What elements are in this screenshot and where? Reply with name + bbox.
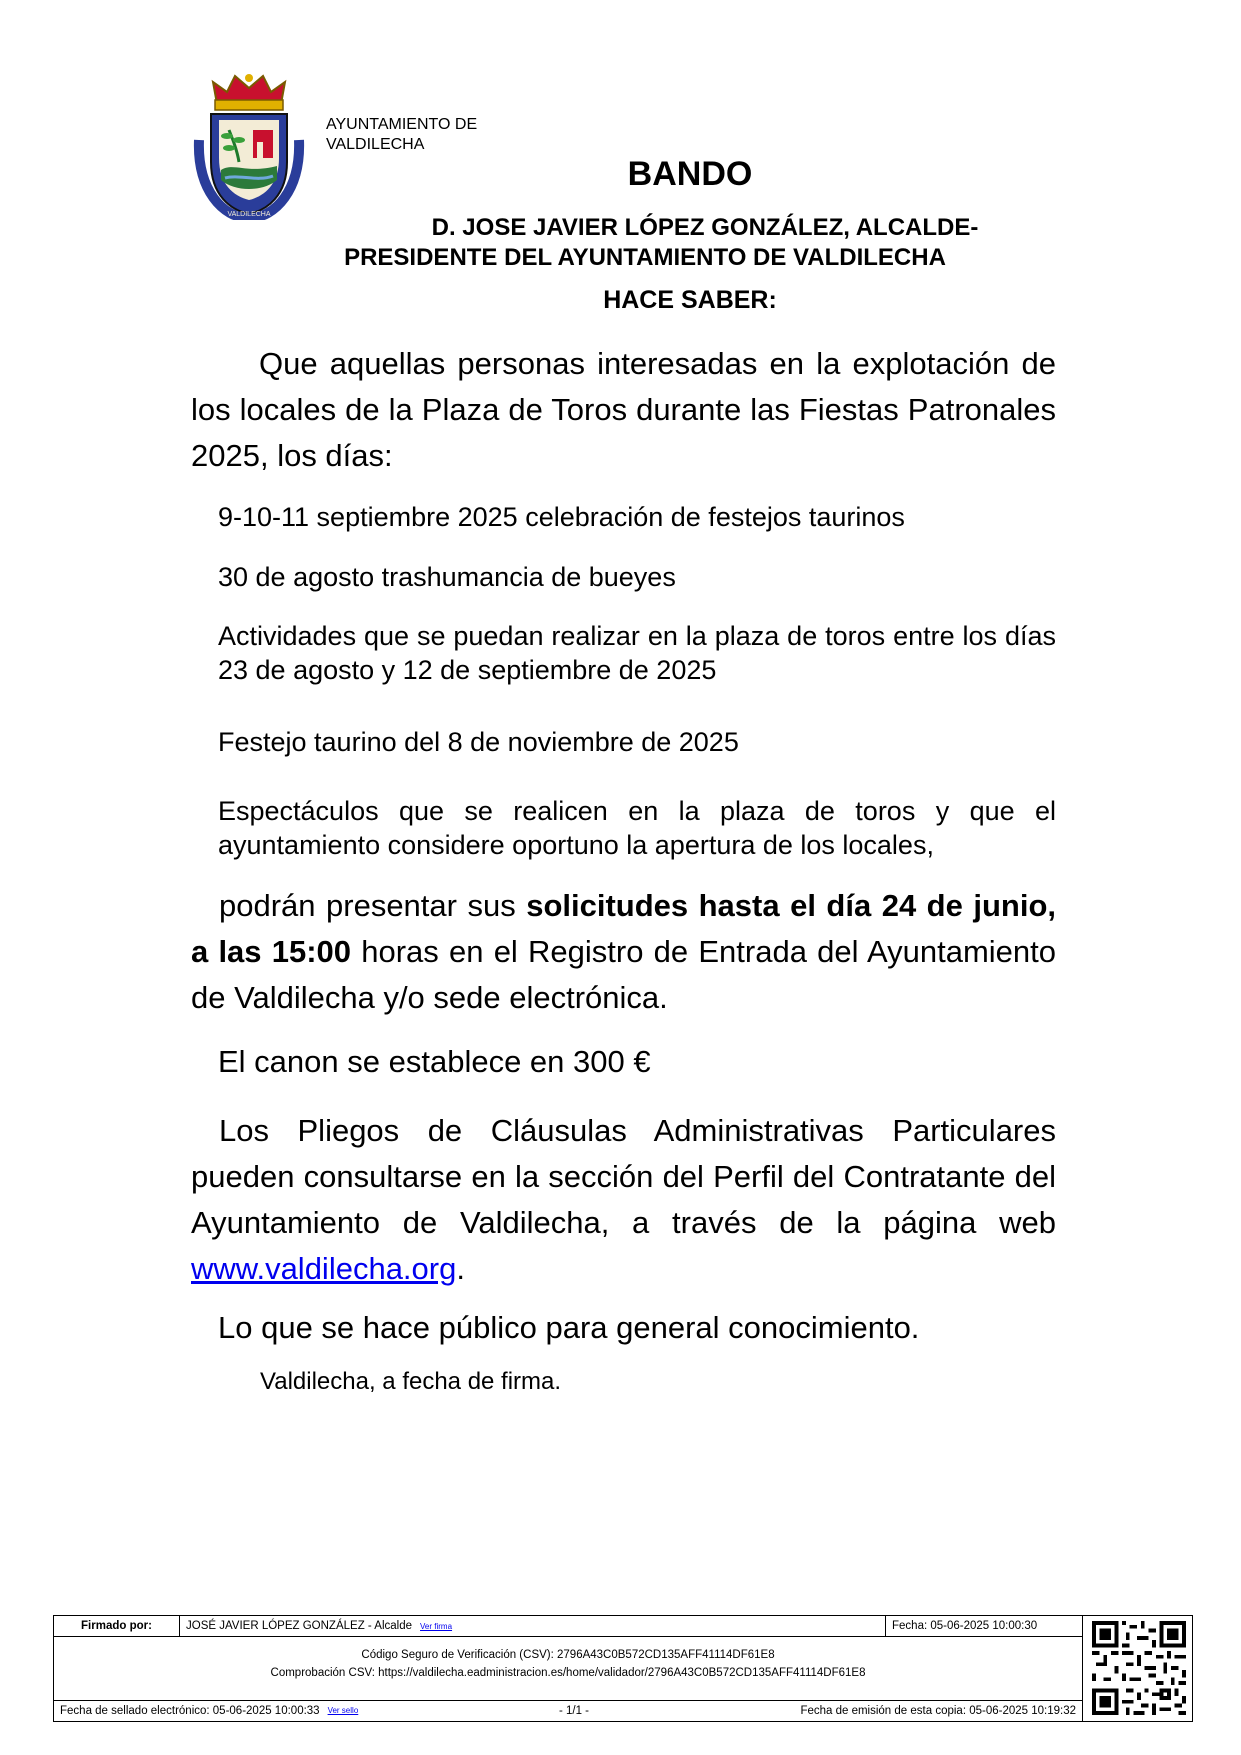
heading-line-1: D. JOSE JAVIER LÓPEZ GONZÁLEZ, ALCALDE- [431, 214, 979, 241]
csv-row [54, 1636, 1082, 1701]
csv-code: Código Seguro de Verificación (CSV): 2796A43C0B572CD135AFF41114DF61E8 [361, 1649, 775, 1661]
hace-saber-heading: HACE SABER: [603, 286, 777, 314]
list-item: 9-10-11 septiembre 2025 celebración de festejos taurinos [218, 502, 905, 532]
deadline-text: solicitudes hasta el día 24 de junio, a las 15:00 [191, 888, 1056, 969]
closing-paragraph: Lo que se hace público para general conocimiento. [218, 1310, 920, 1345]
seal-cell [54, 1700, 474, 1721]
signer-cell [180, 1616, 886, 1636]
ver-sello-link[interactable]: Ver sello [327, 1706, 359, 1715]
signer-name: JOSÉ JAVIER LÓPEZ GONZÁLEZ - Alcalde [186, 1620, 413, 1632]
copy-issue-date: Fecha de emisión de esta copia: 05-06-2025 10:19:32 [800, 1704, 1076, 1717]
ver-firma-link[interactable]: Ver firma [420, 1621, 453, 1631]
list-item: Festejo taurino del 8 de noviembre de 2025 [218, 727, 739, 757]
list-item: Actividades que se puedan realizar en la plaza de toros entre los días 23 de agosto y 12 de septiembre de 2025 [218, 621, 1056, 685]
mayor-heading [280, 213, 1010, 273]
website-link[interactable]: www.valdilecha.org [191, 1251, 457, 1286]
list-item: 30 de agosto trashumancia de bueyes [218, 562, 676, 592]
csv-check-url[interactable]: Comprobación CSV: https://valdilecha.eadministracion.es/home/validador/2796A43C0B572CD135AFF41114DF61E8 [270, 1667, 866, 1679]
intro-paragraph: Que aquellas personas interesadas en la explotación de los locales de la Plaza de Toros durante las Fiestas Patronales 2025, los días: [191, 346, 1056, 473]
pliegos-text: Los Pliegos de Cláusulas Administrativas Particulares pueden consultarse en la sección del Perfil del Contratante del Ayuntamiento de Valdilecha, a través de la página web [191, 1113, 1056, 1240]
canon-paragraph: El canon se establece en 300 € [218, 1044, 651, 1079]
seal-date: Fecha de sellado electrónico: 05-06-2025 10:00:33 [60, 1704, 320, 1717]
seal-row [54, 1700, 1082, 1721]
heading-line-2: PRESIDENTE DEL AYUNTAMIENTO DE VALDILECHA [344, 244, 946, 271]
signature-box [53, 1615, 1193, 1722]
date-line: Valdilecha, a fecha de firma. [260, 1368, 562, 1395]
organization-name [326, 115, 526, 155]
pliegos-period: . [456, 1251, 465, 1286]
coat-of-arms-logo [193, 70, 305, 220]
submission-paragraph [191, 883, 1056, 1021]
signature-row [54, 1616, 1082, 1637]
list-item: Espectáculos que se realicen en la plaza de toros y que el ayuntamiento considere oportuno la apertura de los locales, [218, 796, 1056, 860]
org-line-2: VALDILECHA [326, 136, 425, 153]
signed-by-label: Firmado por: [54, 1616, 180, 1636]
page-number: - 1/1 - [558, 1704, 590, 1717]
submission-text-post: horas en el Registro de Entrada del Ayuntamiento de Valdilecha y/o sede electrónica. [191, 934, 1056, 1015]
qr-code [1092, 1621, 1186, 1715]
submission-text-pre: podrán presentar sus [219, 888, 527, 923]
org-line-1: AYUNTAMIENTO DE [326, 116, 478, 133]
document-title: BANDO [627, 155, 753, 193]
svg-text:VALDILECHA: VALDILECHA [227, 211, 271, 218]
signature-date: Fecha: 05-06-2025 10:00:30 [892, 1620, 1038, 1632]
pliegos-paragraph [191, 1108, 1056, 1292]
